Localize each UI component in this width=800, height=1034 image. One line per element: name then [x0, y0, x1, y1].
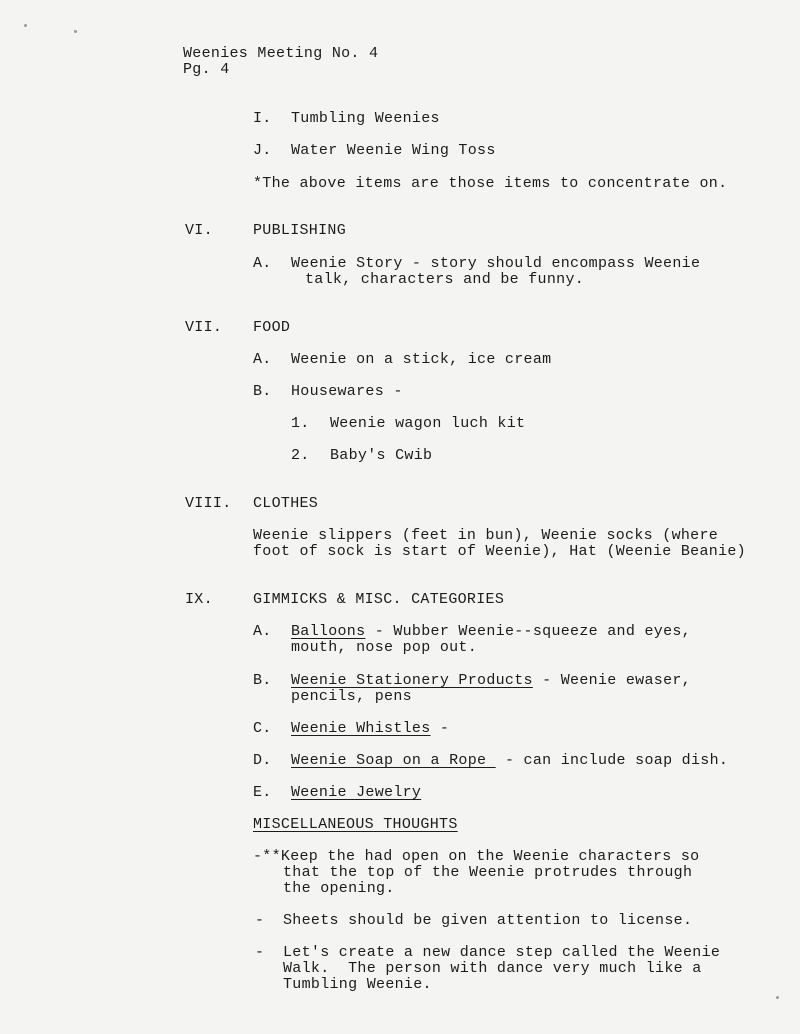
section-viii-numeral: VIII.	[185, 495, 232, 512]
section-viii-title: CLOTHES	[253, 495, 319, 512]
section-ix-b-marker: B.	[253, 672, 272, 689]
section-ix-e-marker: E.	[253, 784, 272, 801]
paper-speck	[74, 30, 77, 33]
meeting-title: Weenies Meeting No. 4	[183, 45, 379, 62]
soap-desc: - can include soap dish.	[495, 752, 729, 769]
thought-2-dash: -	[255, 912, 265, 929]
section-viii-line2: foot of sock is start of Weenie), Hat (Weenie Beanie)	[253, 543, 746, 560]
section-vii-b-text: Housewares -	[291, 383, 403, 400]
section-ix-c-line	[291, 721, 449, 737]
section-ix-d-marker: D.	[253, 752, 272, 769]
section-ix-b-line2: pencils, pens	[291, 688, 412, 705]
thought-1-line1: -**Keep the had open on the Weenie characters so	[253, 848, 700, 865]
section-ix-title: GIMMICKS & MISC. CATEGORIES	[253, 591, 505, 608]
item-j-text: Water Weenie Wing Toss	[291, 142, 496, 159]
thought-1-line2: that the top of the Weenie protrudes through	[283, 864, 693, 881]
stationery-desc: - Weenie ewaser,	[532, 672, 691, 689]
paper-speck	[24, 24, 27, 27]
section-vii-b-marker: B.	[253, 383, 272, 400]
section-ix-e-line	[291, 785, 421, 801]
whistles-label: Weenie Whistles	[291, 720, 431, 737]
focus-note: *The above items are those items to concentrate on.	[253, 175, 728, 192]
thought-3-line3: Tumbling Weenie.	[283, 976, 432, 993]
paper-speck	[776, 996, 779, 999]
soap-label: Weenie Soap on a Rope	[291, 752, 496, 769]
section-ix-d-line	[291, 753, 728, 769]
thought-3-dash: -	[255, 944, 265, 961]
section-vi-a-marker: A.	[253, 255, 272, 272]
section-vii-title: FOOD	[253, 319, 291, 336]
item-j-marker: J.	[253, 142, 272, 159]
section-vi-title: PUBLISHING	[253, 222, 347, 239]
section-vi-a-line1: Weenie Story - story should encompass Weenie	[291, 255, 701, 272]
section-viii-line1: Weenie slippers (feet in bun), Weenie socks (where	[253, 527, 719, 544]
thought-1-line3: the opening.	[283, 880, 395, 897]
section-vii-a-text: Weenie on a stick, ice cream	[291, 351, 552, 368]
thought-2-text: Sheets should be given attention to license.	[283, 912, 693, 929]
section-vi-numeral: VI.	[185, 222, 213, 239]
thought-3-line1: Let's create a new dance step called the Weenie	[283, 944, 721, 961]
section-vii-b1-text: Weenie wagon luch kit	[330, 415, 526, 432]
item-i-text: Tumbling Weenies	[291, 110, 440, 127]
section-vi-a-line2: talk, characters and be funny.	[305, 271, 585, 288]
thought-3-line2: Walk. The person with dance very much like a	[283, 960, 702, 977]
section-ix-a-line1	[291, 624, 691, 640]
whistles-desc: -	[430, 720, 450, 737]
section-vii-a-marker: A.	[253, 351, 272, 368]
section-ix-b-line1	[291, 673, 691, 689]
balloons-desc: - Wubber Weenie--squeeze and eyes,	[365, 623, 691, 640]
section-ix-a-marker: A.	[253, 623, 272, 640]
section-vii-b2-marker: 2.	[291, 447, 310, 464]
page-number: Pg. 4	[183, 61, 230, 78]
jewelry-label: Weenie Jewelry	[291, 784, 422, 801]
section-ix-c-marker: C.	[253, 720, 272, 737]
balloons-label: Balloons	[291, 623, 366, 640]
stationery-label: Weenie Stationery Products	[291, 672, 533, 689]
section-vii-numeral: VII.	[185, 319, 223, 336]
section-ix-a-line2: mouth, nose pop out.	[291, 639, 478, 656]
section-vii-b2-text: Baby's Cwib	[330, 447, 433, 464]
item-i-marker: I.	[253, 110, 272, 127]
misc-heading: MISCELLANEOUS THOUGHTS	[253, 816, 458, 833]
section-ix-numeral: IX.	[185, 591, 213, 608]
section-vii-b1-marker: 1.	[291, 415, 310, 432]
